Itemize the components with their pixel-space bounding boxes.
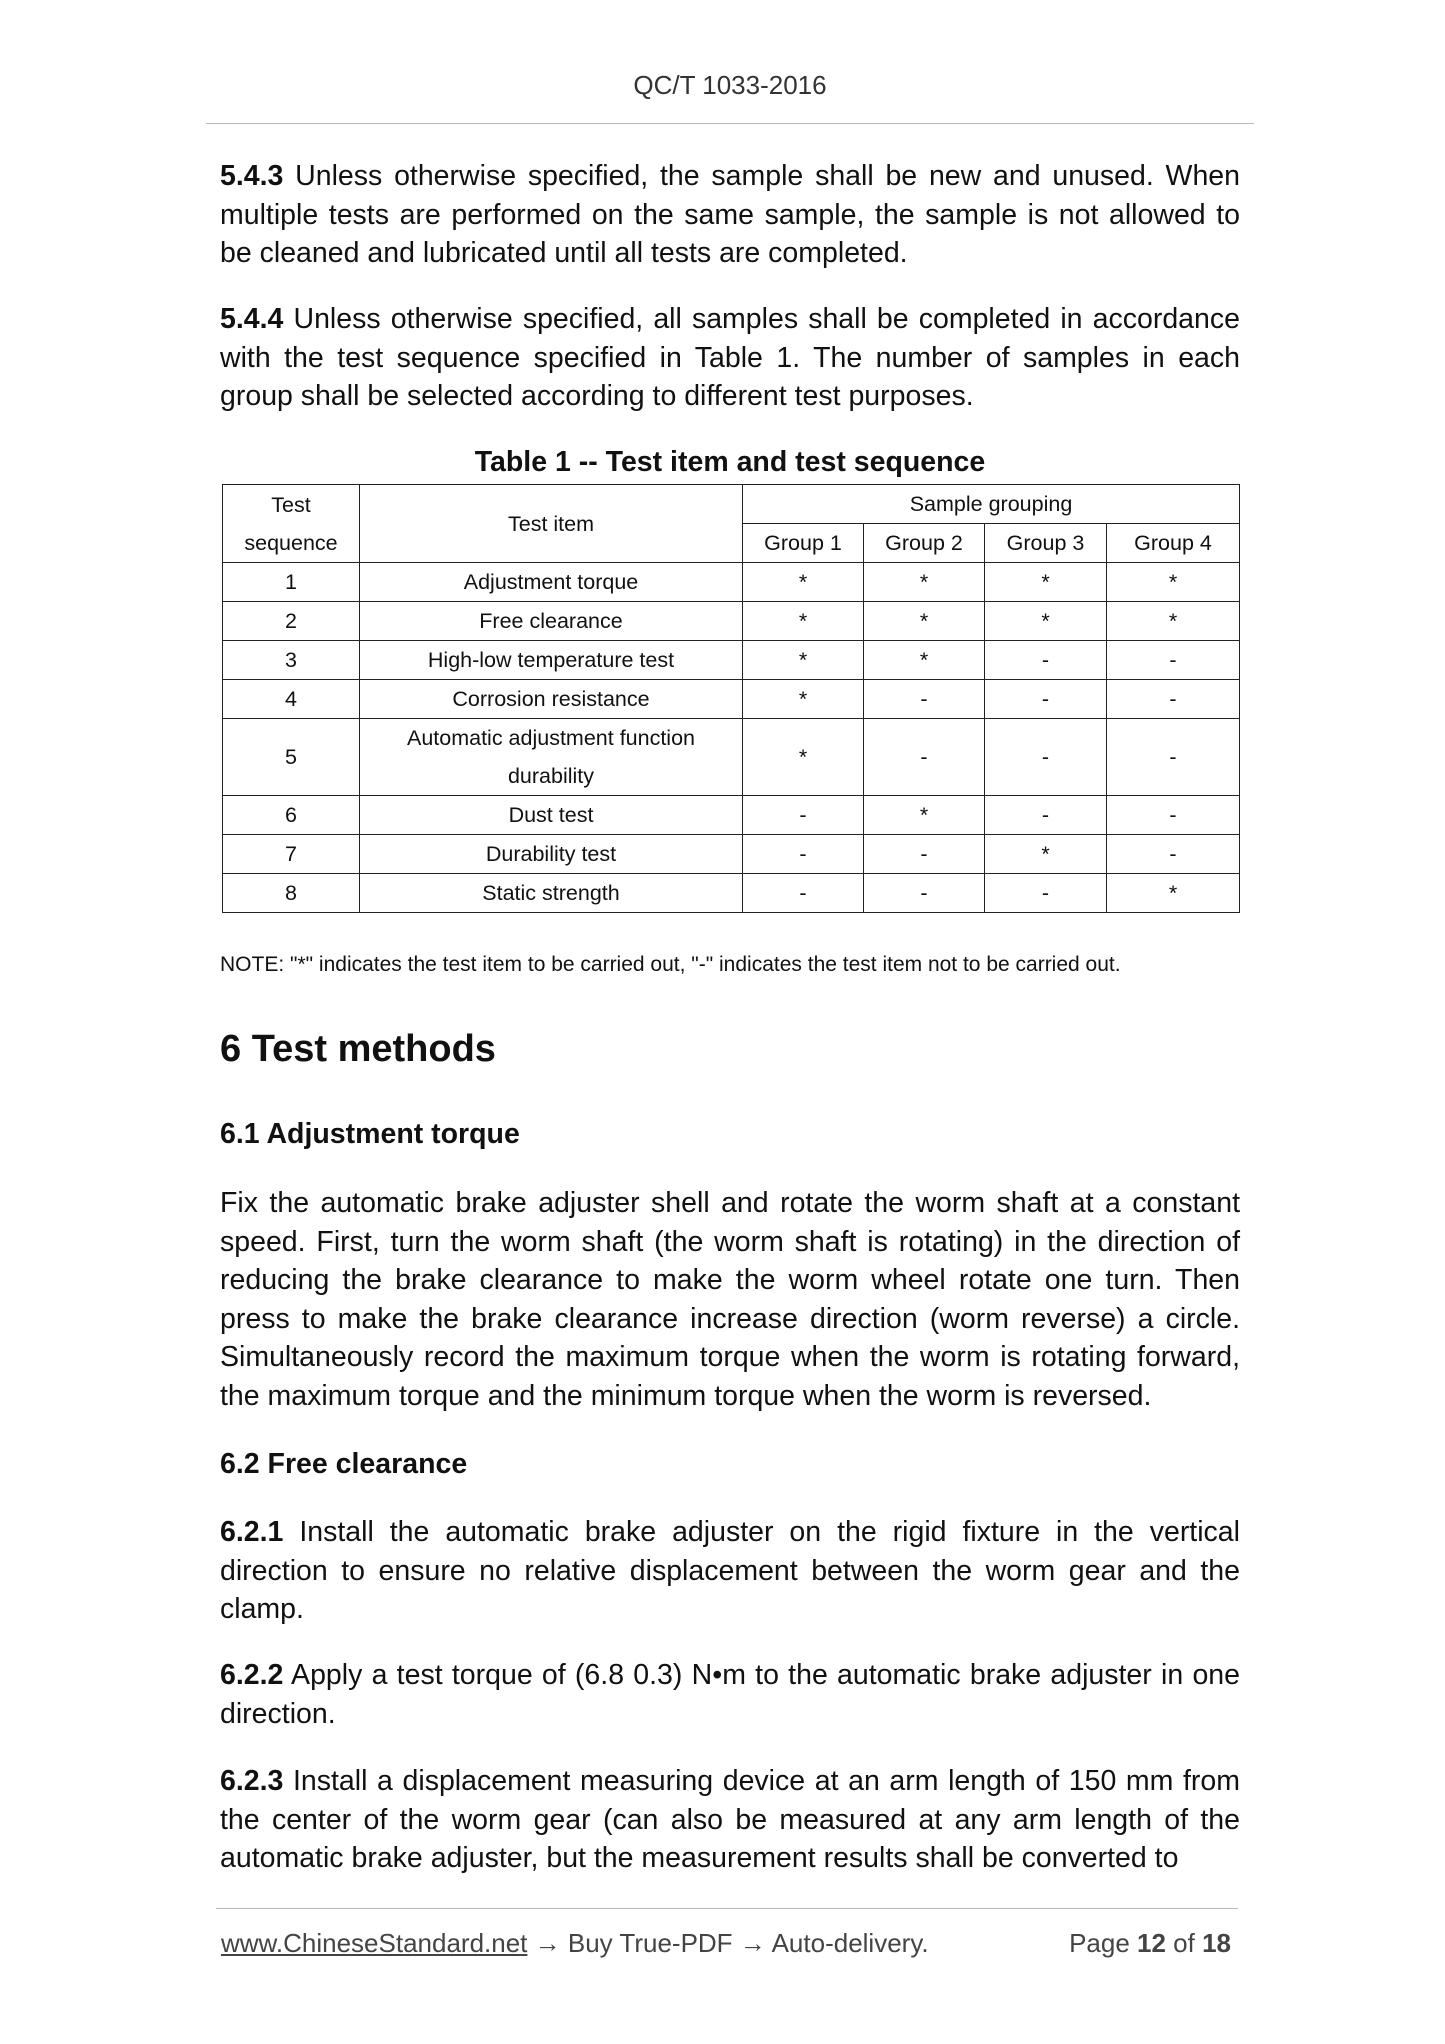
- clause-6-1-text: Fix the automatic brake adjuster shell and rotate the worm shaft at a constant speed. First, turn the worm shaft (the worm shaft is rotating) in the direction of reducing the brake clearance to make the worm wheel rotate one turn. Then press to make the brake clearance increase direction (worm reverse) a circle. Simultaneously record the maximum torque when the worm is rotating forward, the maximum torque and the minimum torque when the worm is reversed.: [220, 1187, 1240, 1412]
- clause-number: 6.2.1: [220, 1516, 284, 1548]
- clause-6-2-1: [220, 1513, 1240, 1629]
- table-row: [223, 563, 1240, 602]
- clause-number: 6.2.3: [220, 1765, 284, 1797]
- cell-item: Dust test: [360, 796, 743, 835]
- cell-seq: 7: [223, 835, 360, 874]
- clause-number: 6.2.2: [220, 1659, 284, 1691]
- cell-seq: 5: [223, 719, 360, 796]
- test-sequence-table: [222, 484, 1240, 913]
- clause-5-4-3: [220, 157, 1240, 273]
- section-heading-6-2: 6.2 Free clearance: [220, 1448, 468, 1480]
- cell-group: *: [985, 602, 1107, 641]
- cell-group: -: [985, 874, 1107, 913]
- cell-item: Automatic adjustment function durability: [360, 719, 743, 796]
- cell-seq: 3: [223, 641, 360, 680]
- cell-group: -: [743, 835, 864, 874]
- table-row: [223, 835, 1240, 874]
- cell-group: -: [864, 874, 985, 913]
- table-row: [223, 680, 1240, 719]
- cell-seq: 6: [223, 796, 360, 835]
- arrow-icon: →: [527, 1928, 568, 1958]
- page-footer: [221, 1928, 1231, 1959]
- clause-number: 5.4.4: [220, 303, 284, 335]
- cell-group: -: [985, 680, 1107, 719]
- table-row: [223, 602, 1240, 641]
- table-row: [223, 874, 1240, 913]
- auto-delivery-text: Auto-delivery.: [771, 1928, 929, 1958]
- section-heading-6: 6 Test methods: [220, 1028, 496, 1070]
- cell-group: *: [1107, 602, 1240, 641]
- cell-group: *: [743, 719, 864, 796]
- cell-group: -: [864, 835, 985, 874]
- cell-item: Corrosion resistance: [360, 680, 743, 719]
- cell-group: -: [985, 719, 1107, 796]
- clause-number: 5.4.3: [220, 160, 284, 192]
- page-number: 12: [1137, 1928, 1166, 1958]
- page-indicator: Page 12 of 18: [1069, 1928, 1231, 1958]
- table-caption: Table 1 -- Test item and test sequence: [474, 446, 986, 478]
- header-group-4: Group 4: [1107, 524, 1240, 563]
- clause-6-2-2: [220, 1656, 1240, 1733]
- cell-group: -: [1107, 796, 1240, 835]
- clause-text: Apply a test torque of (6.8 0.3) N•m to the automatic brake adjuster in one direction.: [220, 1659, 1240, 1730]
- clause-text: Unless otherwise specified, the sample shall be new and unused. When multiple tests are performed on the same sample, the sample is not allowed to be cleaned and lubricated until all tests are completed.: [220, 160, 1240, 269]
- header-test-item: Test item: [360, 485, 743, 563]
- cell-group: *: [743, 602, 864, 641]
- header-group-1: Group 1: [743, 524, 864, 563]
- cell-item: Adjustment torque: [360, 563, 743, 602]
- cell-group: *: [864, 602, 985, 641]
- cell-group: -: [864, 680, 985, 719]
- cell-seq: 2: [223, 602, 360, 641]
- header-sample-grouping: Sample grouping: [743, 485, 1240, 524]
- cell-group: -: [1107, 719, 1240, 796]
- cell-group: -: [985, 641, 1107, 680]
- cell-item: High-low temperature test: [360, 641, 743, 680]
- cell-group: *: [1107, 563, 1240, 602]
- cell-item: Static strength: [360, 874, 743, 913]
- cell-group: *: [743, 563, 864, 602]
- clause-text: Unless otherwise specified, all samples shall be completed in accordance with the test sequence specified in Table 1. The number of samples in each group shall be selected according to different test purposes.: [220, 303, 1240, 412]
- page-total: 18: [1202, 1928, 1231, 1958]
- clause-5-4-4: [220, 300, 1240, 416]
- header-group-2: Group 2: [864, 524, 985, 563]
- cell-item: Free clearance: [360, 602, 743, 641]
- cell-seq: 4: [223, 680, 360, 719]
- cell-group: -: [1107, 680, 1240, 719]
- cell-group: *: [743, 680, 864, 719]
- arrow-icon: →: [732, 1928, 772, 1958]
- header-divider: [206, 123, 1254, 124]
- website-link[interactable]: www.ChineseStandard.net: [221, 1928, 528, 1958]
- cell-seq: 8: [223, 874, 360, 913]
- cell-seq: 1: [223, 563, 360, 602]
- document-header: QC/T 1033-2016: [633, 70, 827, 100]
- cell-group: -: [1107, 835, 1240, 874]
- clause-text: Install a displacement measuring device at an arm length of 150 mm from the center of the worm gear (can also be measured at any arm length of the automatic brake adjuster, but the measurement results shall be converted to: [220, 1765, 1240, 1874]
- header-test-sequence: Test sequence: [223, 485, 360, 563]
- cell-group: *: [743, 641, 864, 680]
- clause-text: Install the automatic brake adjuster on the rigid fixture in the vertical direction to ensure no relative displacement between the worm gear and the clamp.: [220, 1516, 1240, 1625]
- cell-group: -: [1107, 641, 1240, 680]
- table-note: NOTE: "*" indicates the test item to be carried out, "-" indicates the test item not to be carried out.: [220, 953, 1121, 976]
- cell-group: *: [985, 835, 1107, 874]
- cell-group: *: [985, 563, 1107, 602]
- cell-group: -: [743, 796, 864, 835]
- table-row: [223, 641, 1240, 680]
- cell-group: -: [743, 874, 864, 913]
- cell-group: *: [864, 796, 985, 835]
- header-group-3: Group 3: [985, 524, 1107, 563]
- table-row: [223, 796, 1240, 835]
- footer-divider: [216, 1908, 1238, 1909]
- cell-group: *: [864, 641, 985, 680]
- cell-group: -: [985, 796, 1107, 835]
- buy-true-pdf-text: Buy True-PDF: [567, 1928, 733, 1958]
- cell-group: -: [864, 719, 985, 796]
- clause-6-2-3: [220, 1762, 1240, 1878]
- cell-item: Durability test: [360, 835, 743, 874]
- section-heading-6-1: 6.1 Adjustment torque: [220, 1118, 520, 1150]
- cell-group: *: [1107, 874, 1240, 913]
- cell-group: *: [864, 563, 985, 602]
- table-row: [223, 719, 1240, 796]
